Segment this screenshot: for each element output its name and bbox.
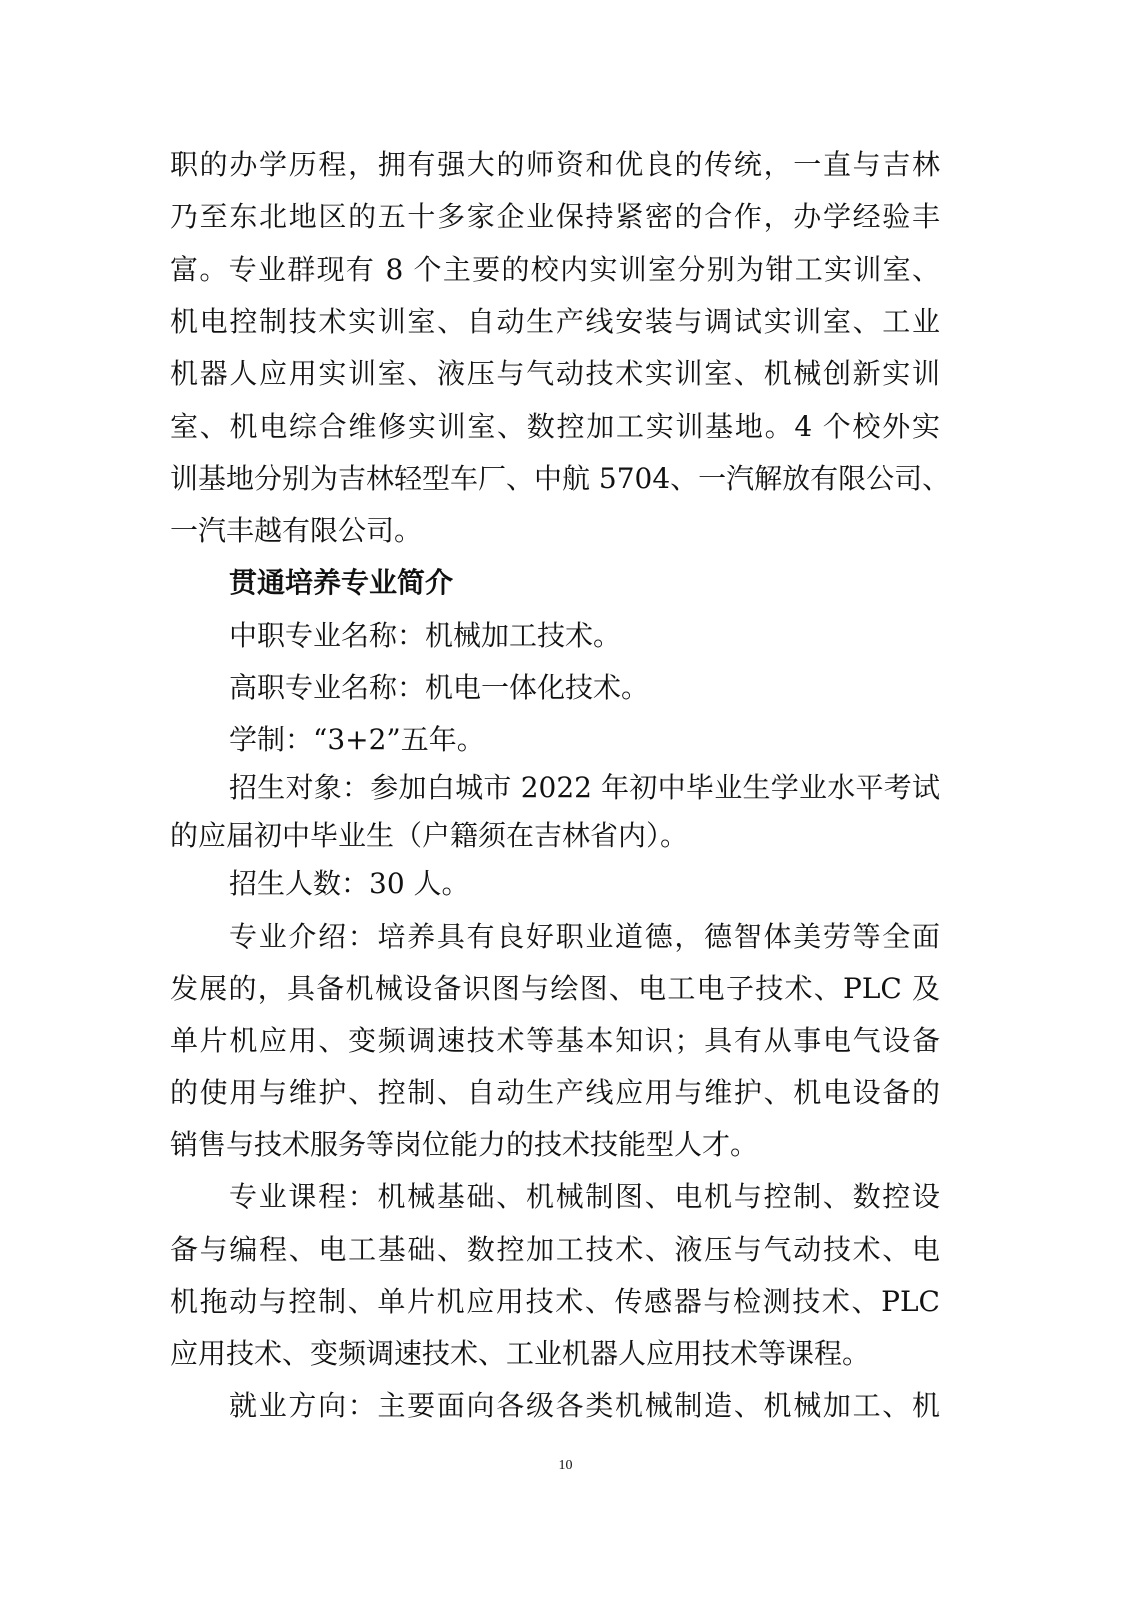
paragraph-line: 机电控制技术实训室、自动生产线安装与调试实训室、工业 — [170, 305, 940, 338]
section-heading: 贯通培养专业简介 — [229, 566, 454, 599]
paragraph-line: 机拖动与控制、单片机应用技术、传感器与检测技术、PLC — [170, 1285, 940, 1318]
program-secondary-name: 中职专业名称：机械加工技术。 — [229, 619, 622, 652]
program-courses: 专业课程：机械基础、机械制图、电机与控制、数控设 — [229, 1180, 940, 1213]
paragraph-line: 备与编程、电工基础、数控加工技术、液压与气动技术、电 — [170, 1233, 940, 1266]
program-higher-name: 高职专业名称：机电一体化技术。 — [229, 671, 650, 704]
paragraph-line: 单片机应用、变频调速技术等基本知识；具有从事电气设备 — [170, 1024, 940, 1057]
paragraph-line: 应用技术、变频调速技术、工业机器人应用技术等课程。 — [170, 1337, 871, 1370]
paragraph-line: 训基地分别为吉林轻型车厂、中航 5704、一汽解放有限公司、 — [170, 462, 951, 495]
paragraph-line: 室、机电综合维修实训室、数控加工实训基地。4 个校外实 — [170, 410, 940, 443]
paragraph-line: 职的办学历程，拥有强大的师资和优良的传统，一直与吉林 — [170, 148, 940, 181]
program-intro: 专业介绍：培养具有良好职业道德，德智体美劳等全面 — [229, 920, 940, 953]
page-number: 10 — [558, 1458, 573, 1473]
paragraph-line: 的使用与维护、控制、自动生产线应用与维护、机电设备的 — [170, 1076, 940, 1109]
paragraph-line: 富。专业群现有 8 个主要的校内实训室分别为钳工实训室、 — [170, 253, 940, 286]
paragraph-line: 销售与技术服务等岗位能力的技术技能型人才。 — [170, 1128, 759, 1161]
employment-direction: 就业方向：主要面向各级各类机械制造、机械加工、机 — [229, 1389, 940, 1422]
paragraph-line: 发展的，具备机械设备识图与绘图、电工电子技术、PLC 及 — [170, 972, 940, 1005]
enrollment-count: 招生人数：30 人。 — [229, 867, 470, 900]
enrollment-target: 招生对象：参加白城市 2022 年初中毕业生学业水平考试 — [229, 771, 940, 804]
paragraph-line: 乃至东北地区的五十多家企业保持紧密的合作，办学经验丰 — [170, 200, 940, 233]
paragraph-line: 机器人应用实训室、液压与气动技术实训室、机械创新实训 — [170, 357, 940, 390]
program-duration: 学制：“3+2”五年。 — [229, 723, 485, 756]
enrollment-target-cont: 的应届初中毕业生（户籍须在吉林省内）。 — [170, 819, 689, 852]
paragraph-line: 一汽丰越有限公司。 — [170, 514, 423, 547]
